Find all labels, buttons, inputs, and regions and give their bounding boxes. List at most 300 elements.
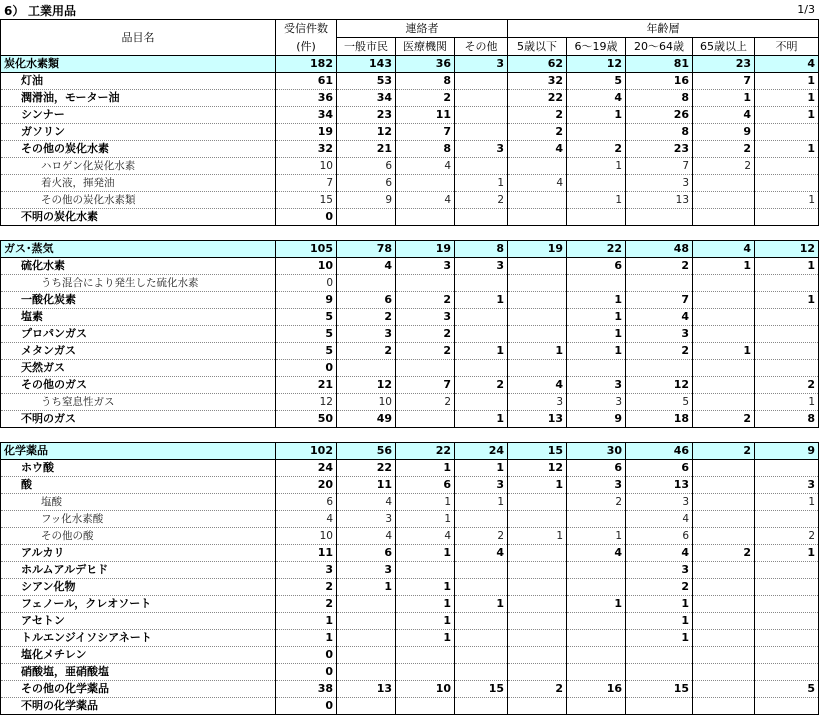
- count-other: 3: [455, 56, 508, 73]
- item-name: メタンガス: [1, 343, 276, 360]
- count-age-under5: [508, 579, 567, 596]
- count-age-6-19: 5: [567, 73, 626, 90]
- count-other: 2: [455, 192, 508, 209]
- count-age-under5: 3: [508, 394, 567, 411]
- count-age-unknown: [755, 175, 819, 192]
- count-age-under5: 1: [508, 477, 567, 494]
- count-age-unknown: [755, 209, 819, 226]
- count-age-over65: [693, 360, 755, 377]
- received-count: 36: [276, 90, 337, 107]
- count-age-20-64: 4: [626, 511, 693, 528]
- sub-row: [1, 528, 819, 545]
- count-age-6-19: [567, 579, 626, 596]
- table-row: [1, 562, 819, 579]
- count-medical: 22: [396, 443, 455, 460]
- count-age-6-19: [567, 209, 626, 226]
- received-count: 2: [276, 596, 337, 613]
- count-other: 2: [455, 377, 508, 394]
- item-name: その他の酸: [1, 528, 276, 545]
- item-name: その他の化学薬品: [1, 681, 276, 698]
- count-medical: [396, 647, 455, 664]
- count-age-6-19: 3: [567, 477, 626, 494]
- count-age-6-19: [567, 562, 626, 579]
- count-age-20-64: [626, 209, 693, 226]
- count-medical: 1: [396, 494, 455, 511]
- column-header-age-over65: 65歳以上: [693, 38, 755, 56]
- count-public: [337, 647, 396, 664]
- count-age-20-64: 6: [626, 528, 693, 545]
- count-age-20-64: 2: [626, 579, 693, 596]
- count-age-under5: [508, 511, 567, 528]
- count-public: 10: [337, 394, 396, 411]
- count-age-6-19: 1: [567, 326, 626, 343]
- count-age-20-64: 16: [626, 73, 693, 90]
- count-medical: 6: [396, 477, 455, 494]
- count-medical: 3: [396, 309, 455, 326]
- count-age-unknown: [755, 360, 819, 377]
- column-header-public: 一般市民: [337, 38, 396, 56]
- count-public: 6: [337, 158, 396, 175]
- count-age-6-19: 30: [567, 443, 626, 460]
- count-age-6-19: [567, 613, 626, 630]
- table-row: [1, 411, 819, 428]
- item-name: フェノール，クレオソート: [1, 596, 276, 613]
- count-age-over65: 2: [693, 545, 755, 562]
- count-age-unknown: [755, 460, 819, 477]
- count-age-6-19: 6: [567, 460, 626, 477]
- received-count: 21: [276, 377, 337, 394]
- count-age-under5: 4: [508, 377, 567, 394]
- item-name: ガス･蒸気: [1, 241, 276, 258]
- count-age-over65: [693, 579, 755, 596]
- count-age-unknown: [755, 698, 819, 715]
- item-name: シアン化物: [1, 579, 276, 596]
- item-name: 灯油: [1, 73, 276, 90]
- count-age-6-19: 1: [567, 309, 626, 326]
- count-age-under5: [508, 698, 567, 715]
- received-count: 11: [276, 545, 337, 562]
- count-age-over65: 2: [693, 443, 755, 460]
- count-age-6-19: 9: [567, 411, 626, 428]
- count-age-under5: [508, 613, 567, 630]
- count-other: 3: [455, 477, 508, 494]
- count-age-20-64: 3: [626, 494, 693, 511]
- count-age-6-19: 2: [567, 141, 626, 158]
- count-age-over65: 2: [693, 158, 755, 175]
- item-name: 不明のガス: [1, 411, 276, 428]
- count-age-20-64: 2: [626, 343, 693, 360]
- count-medical: 1: [396, 596, 455, 613]
- count-age-unknown: 1: [755, 73, 819, 90]
- count-other: [455, 73, 508, 90]
- section-title: [4, 2, 76, 19]
- count-public: 21: [337, 141, 396, 158]
- count-age-20-64: 12: [626, 377, 693, 394]
- count-other: [455, 158, 508, 175]
- count-age-over65: [693, 698, 755, 715]
- count-age-over65: 7: [693, 73, 755, 90]
- count-age-under5: 32: [508, 73, 567, 90]
- item-name: アルカリ: [1, 545, 276, 562]
- count-age-6-19: [567, 124, 626, 141]
- table-row: [1, 647, 819, 664]
- item-name: プロパンガス: [1, 326, 276, 343]
- count-age-6-19: 4: [567, 545, 626, 562]
- count-age-over65: 4: [693, 241, 755, 258]
- count-age-under5: 1: [508, 528, 567, 545]
- count-age-over65: [693, 394, 755, 411]
- received-count: 0: [276, 360, 337, 377]
- column-group-reporter: 連絡者: [337, 20, 508, 38]
- table-row: [1, 545, 819, 562]
- sub-row: [1, 494, 819, 511]
- sub-row: [1, 275, 819, 292]
- count-other: [455, 579, 508, 596]
- item-name: 天然ガス: [1, 360, 276, 377]
- count-age-20-64: [626, 698, 693, 715]
- count-public: 13: [337, 681, 396, 698]
- count-other: 15: [455, 681, 508, 698]
- count-public: 4: [337, 258, 396, 275]
- count-age-6-19: 1: [567, 343, 626, 360]
- count-other: 2: [455, 528, 508, 545]
- count-age-20-64: 8: [626, 124, 693, 141]
- count-other: [455, 209, 508, 226]
- count-age-under5: [508, 309, 567, 326]
- sub-row: [1, 192, 819, 209]
- item-name: その他の炭化水素類: [1, 192, 276, 209]
- count-age-unknown: [755, 511, 819, 528]
- count-other: 3: [455, 258, 508, 275]
- count-age-20-64: 23: [626, 141, 693, 158]
- count-public: 2: [337, 309, 396, 326]
- sub-row: [1, 158, 819, 175]
- table-row: [1, 579, 819, 596]
- item-name: ガソリン: [1, 124, 276, 141]
- header-row-1: [1, 20, 819, 38]
- count-age-6-19: 4: [567, 90, 626, 107]
- count-age-20-64: [626, 664, 693, 681]
- count-age-unknown: 9: [755, 443, 819, 460]
- count-age-20-64: 3: [626, 562, 693, 579]
- category-row: [1, 56, 819, 73]
- count-age-6-19: 22: [567, 241, 626, 258]
- count-medical: 2: [396, 326, 455, 343]
- count-age-under5: 19: [508, 241, 567, 258]
- table-row: [1, 477, 819, 494]
- count-other: 1: [455, 596, 508, 613]
- count-other: [455, 630, 508, 647]
- table-row: [1, 377, 819, 394]
- count-age-unknown: [755, 326, 819, 343]
- count-other: 3: [455, 141, 508, 158]
- count-age-unknown: 1: [755, 494, 819, 511]
- count-age-under5: 12: [508, 460, 567, 477]
- column-header-received-unit: (件): [276, 38, 337, 56]
- count-age-over65: [693, 477, 755, 494]
- count-medical: [396, 411, 455, 428]
- received-count: 12: [276, 394, 337, 411]
- count-age-over65: [693, 562, 755, 579]
- received-count: 3: [276, 562, 337, 579]
- item-name: シンナー: [1, 107, 276, 124]
- count-age-over65: [693, 309, 755, 326]
- table-row: [1, 460, 819, 477]
- count-age-over65: [693, 192, 755, 209]
- count-age-6-19: 3: [567, 377, 626, 394]
- count-public: [337, 596, 396, 613]
- received-count: 102: [276, 443, 337, 460]
- count-age-20-64: [626, 647, 693, 664]
- count-age-under5: 2: [508, 107, 567, 124]
- count-age-20-64: 26: [626, 107, 693, 124]
- count-age-over65: [693, 511, 755, 528]
- item-name: 不明の化学薬品: [1, 698, 276, 715]
- count-medical: 4: [396, 528, 455, 545]
- count-age-under5: [508, 664, 567, 681]
- count-public: 34: [337, 90, 396, 107]
- column-header-age-unknown: 不明: [755, 38, 819, 56]
- count-age-20-64: 7: [626, 158, 693, 175]
- count-age-unknown: 1: [755, 545, 819, 562]
- count-age-unknown: [755, 613, 819, 630]
- count-medical: 1: [396, 579, 455, 596]
- received-count: 1: [276, 630, 337, 647]
- count-age-over65: [693, 460, 755, 477]
- received-count: 61: [276, 73, 337, 90]
- count-age-over65: 9: [693, 124, 755, 141]
- item-name: 不明の炭化水素: [1, 209, 276, 226]
- table-row: [1, 292, 819, 309]
- count-public: 143: [337, 56, 396, 73]
- item-name: 着火液，揮発油: [1, 175, 276, 192]
- count-age-over65: [693, 664, 755, 681]
- category-row: [1, 443, 819, 460]
- table-row: [1, 90, 819, 107]
- count-age-unknown: 12: [755, 241, 819, 258]
- page-number: 1/3: [797, 3, 815, 16]
- count-other: [455, 664, 508, 681]
- received-count: 5: [276, 343, 337, 360]
- table-row: [1, 613, 819, 630]
- table-row: [1, 209, 819, 226]
- count-age-unknown: 4: [755, 56, 819, 73]
- count-age-6-19: [567, 647, 626, 664]
- count-age-under5: [508, 494, 567, 511]
- count-age-over65: [693, 377, 755, 394]
- count-age-unknown: 1: [755, 258, 819, 275]
- count-age-under5: 22: [508, 90, 567, 107]
- count-medical: [396, 360, 455, 377]
- count-other: 8: [455, 241, 508, 258]
- spacer-cell: [1, 226, 819, 241]
- count-other: [455, 511, 508, 528]
- count-age-under5: [508, 326, 567, 343]
- count-age-6-19: 1: [567, 107, 626, 124]
- count-age-over65: [693, 275, 755, 292]
- count-medical: 2: [396, 394, 455, 411]
- count-public: 53: [337, 73, 396, 90]
- item-name: うち混合により発生した硫化水素: [1, 275, 276, 292]
- count-age-unknown: [755, 630, 819, 647]
- table-row: [1, 124, 819, 141]
- column-header-medical: 医療機関: [396, 38, 455, 56]
- count-medical: 36: [396, 56, 455, 73]
- count-age-6-19: [567, 360, 626, 377]
- received-count: 15: [276, 192, 337, 209]
- section-spacer: [1, 226, 819, 241]
- item-name: ハロゲン化炭化水素: [1, 158, 276, 175]
- count-age-under5: [508, 258, 567, 275]
- item-name: 硝酸塩，亜硝酸塩: [1, 664, 276, 681]
- count-other: [455, 394, 508, 411]
- count-age-unknown: 8: [755, 411, 819, 428]
- count-age-under5: [508, 545, 567, 562]
- item-name: その他の炭化水素: [1, 141, 276, 158]
- count-age-20-64: 3: [626, 326, 693, 343]
- count-age-6-19: [567, 511, 626, 528]
- sub-row: [1, 511, 819, 528]
- received-count: 1: [276, 613, 337, 630]
- column-header-received: 受信件数: [276, 20, 337, 38]
- count-age-20-64: 2: [626, 258, 693, 275]
- count-age-20-64: 1: [626, 613, 693, 630]
- table-row: [1, 258, 819, 275]
- count-medical: 3: [396, 258, 455, 275]
- statistics-table: [0, 19, 819, 715]
- count-age-6-19: 12: [567, 56, 626, 73]
- table-row: [1, 681, 819, 698]
- column-header-age-6-19: 6～19歳: [567, 38, 626, 56]
- item-name: 硫化水素: [1, 258, 276, 275]
- count-age-20-64: 13: [626, 192, 693, 209]
- received-count: 10: [276, 528, 337, 545]
- count-public: [337, 613, 396, 630]
- count-age-over65: [693, 613, 755, 630]
- count-other: 1: [455, 175, 508, 192]
- received-count: 24: [276, 460, 337, 477]
- count-age-under5: [508, 158, 567, 175]
- count-age-20-64: 5: [626, 394, 693, 411]
- count-age-6-19: [567, 630, 626, 647]
- count-age-6-19: 1: [567, 528, 626, 545]
- count-medical: 1: [396, 460, 455, 477]
- count-age-under5: 4: [508, 175, 567, 192]
- table-row: [1, 141, 819, 158]
- spacer-cell: [1, 428, 819, 443]
- count-other: 1: [455, 343, 508, 360]
- count-age-unknown: [755, 343, 819, 360]
- count-age-over65: [693, 528, 755, 545]
- count-public: 1: [337, 579, 396, 596]
- item-name: 塩素: [1, 309, 276, 326]
- count-age-over65: [693, 647, 755, 664]
- table-body: [1, 56, 819, 715]
- count-public: 6: [337, 175, 396, 192]
- count-age-20-64: 13: [626, 477, 693, 494]
- count-medical: 8: [396, 73, 455, 90]
- count-age-over65: [693, 630, 755, 647]
- received-count: 10: [276, 258, 337, 275]
- count-age-unknown: [755, 596, 819, 613]
- item-name: 酸: [1, 477, 276, 494]
- count-age-20-64: 1: [626, 630, 693, 647]
- count-medical: [396, 275, 455, 292]
- count-age-unknown: [755, 158, 819, 175]
- received-count: 7: [276, 175, 337, 192]
- received-count: 0: [276, 664, 337, 681]
- received-count: 10: [276, 158, 337, 175]
- count-other: [455, 326, 508, 343]
- count-medical: 19: [396, 241, 455, 258]
- count-age-unknown: [755, 579, 819, 596]
- sub-row: [1, 394, 819, 411]
- received-count: 2: [276, 579, 337, 596]
- count-medical: 4: [396, 192, 455, 209]
- received-count: 9: [276, 292, 337, 309]
- received-count: 32: [276, 141, 337, 158]
- table-row: [1, 664, 819, 681]
- item-name: アセトン: [1, 613, 276, 630]
- received-count: 38: [276, 681, 337, 698]
- received-count: 6: [276, 494, 337, 511]
- count-public: 4: [337, 494, 396, 511]
- count-age-unknown: [755, 124, 819, 141]
- count-public: 49: [337, 411, 396, 428]
- table-row: [1, 309, 819, 326]
- count-public: 12: [337, 124, 396, 141]
- received-count: 50: [276, 411, 337, 428]
- count-age-under5: 2: [508, 681, 567, 698]
- table-row: [1, 326, 819, 343]
- count-age-20-64: 4: [626, 309, 693, 326]
- table-row: [1, 360, 819, 377]
- section-number: 6）: [4, 4, 25, 18]
- count-public: 78: [337, 241, 396, 258]
- count-age-under5: [508, 630, 567, 647]
- count-age-6-19: 1: [567, 292, 626, 309]
- count-medical: [396, 562, 455, 579]
- count-public: [337, 275, 396, 292]
- count-age-20-64: 1: [626, 596, 693, 613]
- count-age-unknown: 2: [755, 377, 819, 394]
- count-other: 1: [455, 411, 508, 428]
- count-medical: 8: [396, 141, 455, 158]
- section-spacer: [1, 428, 819, 443]
- count-age-over65: [693, 681, 755, 698]
- count-age-6-19: 1: [567, 596, 626, 613]
- count-age-unknown: 1: [755, 394, 819, 411]
- count-age-over65: [693, 494, 755, 511]
- table-row: [1, 630, 819, 647]
- count-age-under5: [508, 292, 567, 309]
- count-medical: 1: [396, 511, 455, 528]
- count-age-unknown: 1: [755, 107, 819, 124]
- count-age-under5: 1: [508, 343, 567, 360]
- column-header-age-under5: 5歳以下: [508, 38, 567, 56]
- count-age-unknown: [755, 562, 819, 579]
- count-age-6-19: [567, 664, 626, 681]
- received-count: 34: [276, 107, 337, 124]
- count-age-over65: 1: [693, 90, 755, 107]
- count-medical: 2: [396, 292, 455, 309]
- item-name: 炭化水素類: [1, 56, 276, 73]
- received-count: 105: [276, 241, 337, 258]
- count-medical: 4: [396, 158, 455, 175]
- count-age-over65: [693, 209, 755, 226]
- count-age-under5: 62: [508, 56, 567, 73]
- count-other: [455, 124, 508, 141]
